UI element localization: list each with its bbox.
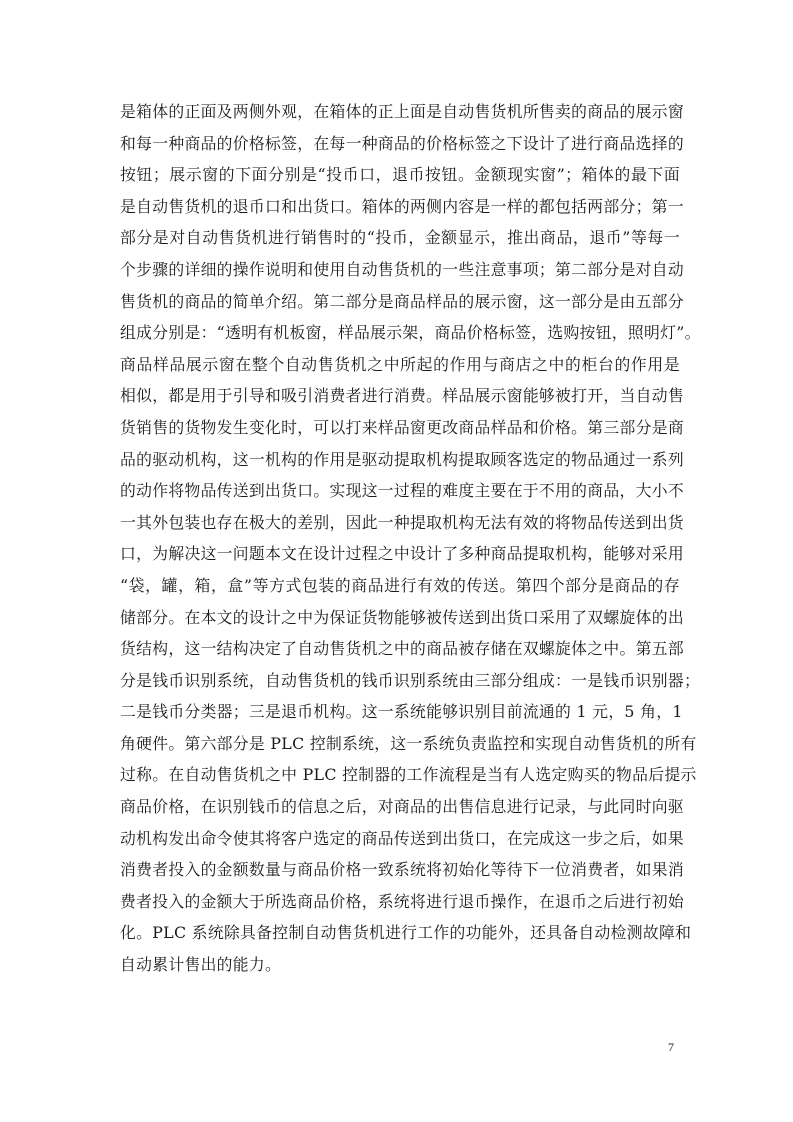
text-line: 个步骤的详细的操作说明和使用自动售货机的一些注意事项；第二部分是对自动 xyxy=(120,259,684,279)
text-line: 部分是对自动售货机进行销售时的“投币，金额显示，推出商品，退币”等每一 xyxy=(120,228,680,248)
text-line: 是自动售货机的退币口和出货口。箱体的两侧内容是一样的都包括两部分；第一 xyxy=(120,196,684,216)
text-line: “袋，罐，箱，盒”等方式包装的商品进行有效的传送。第四个部分是商品的存 xyxy=(120,575,680,595)
text-line: 是箱体的正面及两侧外观，在箱体的正上面是自动售货机所售卖的商品的展示窗 xyxy=(120,102,684,121)
text-line: 过称。在自动售货机之中 PLC 控制器的工作流程是当有人选定购买的物品后提示 xyxy=(120,765,697,785)
text-line: 组成分别是：“透明有机板窗，样品展示架，商品价格标签，选购按钮，照明灯”。 xyxy=(120,323,701,343)
page-number: 7 xyxy=(668,1040,674,1054)
text-line: 售货机的商品的简单介绍。第二部分是商品样品的展示窗，这一部分是由五部分 xyxy=(120,291,684,311)
text-line: 一其外包装也存在极大的差别，因此一种提取机构无法有效的将物品传送到出货 xyxy=(120,512,684,532)
text-line: 储部分。在本文的设计之中为保证货物能够被传送到出货口采用了双螺旋体的出 xyxy=(120,607,684,627)
text-line: 角硬件。第六部分是 PLC 控制系统，这一系统负责监控和实现自动售货机的所有 xyxy=(120,733,697,753)
text-line: 相似，都是用于引导和吸引消费者进行消费。样品展示窗能够被打开，当自动售 xyxy=(120,386,684,406)
text-line: 化。PLC 系统除具备控制自动售货机进行工作的功能外，还具备自动检测故障和 xyxy=(120,923,692,943)
text-line: 商品样品展示窗在整个自动售货机之中所起的作用与商店之中的柜台的作用是 xyxy=(120,354,680,374)
text-line: 货结构，这一结构决定了自动售货机之中的商品被存储在双螺旋体之中。第五部 xyxy=(120,639,684,659)
text-line: 商品价格，在识别钱币的信息之后，对商品的出售信息进行记录，与此同时向驱 xyxy=(120,797,684,817)
text-line-last: 自动累计售出的能力。 xyxy=(120,955,282,975)
text-line: 二是钱币分类器；三是退币机构。这一系统能够识别目前流通的 1 元，5 角，1 xyxy=(120,702,683,722)
body-paragraph xyxy=(120,96,701,981)
text-line: 口，为解决这一问题本文在设计过程之中设计了多种商品提取机构，能够对采用 xyxy=(120,544,684,564)
text-line: 动机构发出命令使其将客户选定的商品传送到出货口，在完成这一步之后，如果 xyxy=(120,828,684,848)
text-line: 按钮；展示窗的下面分别是“投币口，退币按钮。金额现实窗”；箱体的最下面 xyxy=(120,165,680,185)
text-line: 的动作将物品传送到出货口。实现这一过程的难度主要在于不用的商品，大小不 xyxy=(120,481,684,501)
text-line: 分是钱币识别系统，自动售货机的钱币识别系统由三部分组成：一是钱币识别器； xyxy=(120,670,701,690)
text-line: 货销售的货物发生变化时，可以打来样品窗更改商品样品和价格。第三部分是商 xyxy=(120,417,684,437)
text-line: 品的驱动机构，这一机构的作用是驱动提取机构提取顾客选定的物品通过一系列 xyxy=(120,449,684,469)
text-line: 费者投入的金额大于所选商品价格，系统将进行退币操作，在退币之后进行初始 xyxy=(120,891,684,911)
text-line: 和每一种商品的价格标签，在每一种商品的价格标签之下设计了进行商品选择的 xyxy=(120,133,684,153)
text-line: 消费者投入的金额数量与商品价格一致系统将初始化等待下一位消费者，如果消 xyxy=(120,860,684,880)
